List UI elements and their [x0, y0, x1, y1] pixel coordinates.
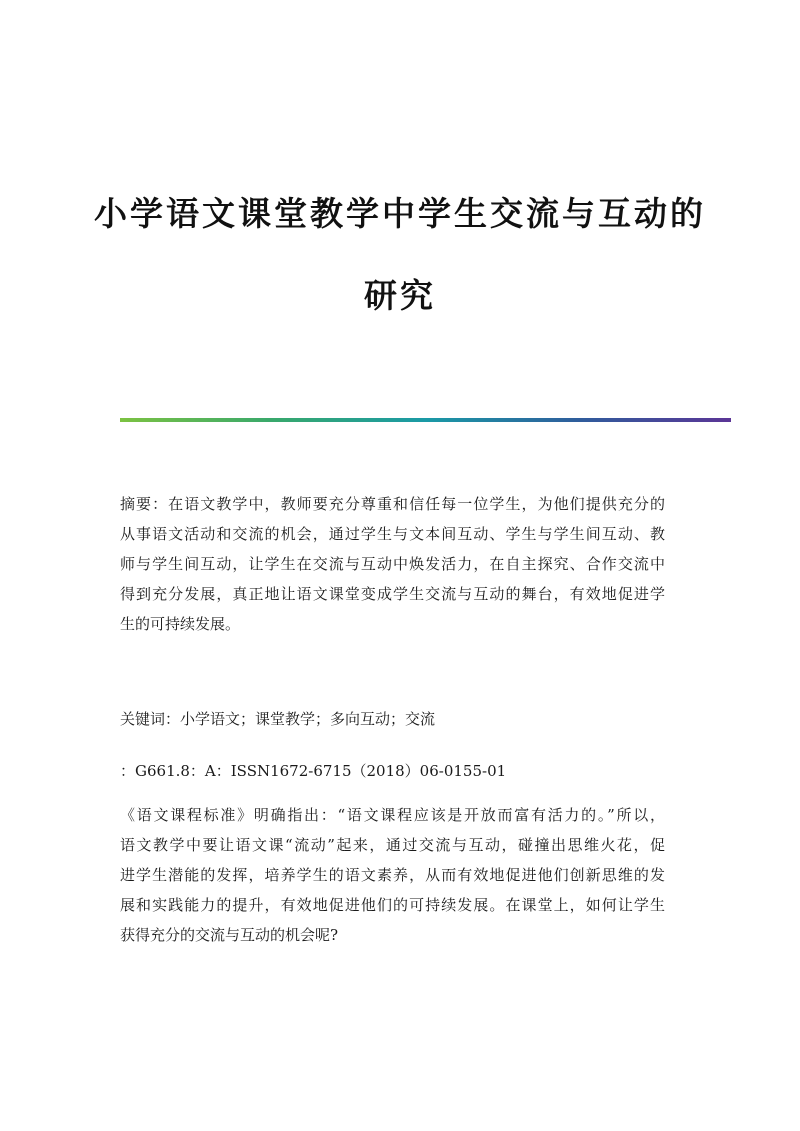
- intro-line: 语文教学中要让语文课“流动”起来，通过交流与互动，碰撞出思维火花，促: [120, 836, 665, 854]
- abstract-line: 摘要：在语文教学中，教师要充分尊重和信任每一位学生，为他们提供充分的: [120, 495, 665, 513]
- keywords-line: [120, 704, 665, 734]
- classification-line: [120, 756, 665, 786]
- document-title-line-2: 研究: [364, 276, 436, 315]
- intro-line: 获得充分的交流与互动的机会呢?: [120, 926, 339, 944]
- classification-text: ：G661.8：A：ISSN1672-6715（2018）06-0155-01: [120, 762, 507, 780]
- intro-line: 《语文课程标准》明确指出：“语文课程应该是开放而富有活力的。”所以，: [120, 806, 665, 824]
- abstract-line: 生的可持续发展。: [120, 615, 241, 633]
- abstract-line: 从事语文活动和交流的机会，通过学生与文本间互动、学生与学生间互动、教: [120, 525, 665, 543]
- intro-line: 展和实践能力的提升，有效地促进他们的可持续发展。在课堂上，如何让学生: [120, 896, 665, 914]
- abstract-line: 师与学生间互动，让学生在交流与互动中焕发活力，在自主探究、合作交流中: [120, 555, 665, 573]
- document-title-line-1: 小学语文课堂教学中学生交流与互动的: [94, 194, 706, 233]
- title-divider: [120, 418, 731, 422]
- abstract-paragraph: [120, 489, 665, 639]
- intro-line: 进学生潜能的发挥，培养学生的语文素养，从而有效地促进他们创新思维的发: [120, 866, 665, 884]
- intro-paragraph: [120, 800, 665, 950]
- abstract-line: 得到充分发展，真正地让语文课堂变成学生交流与互动的舞台，有效地促进学: [120, 585, 665, 603]
- keywords-text: 关键词：小学语文；课堂教学；多向互动；交流: [120, 710, 436, 728]
